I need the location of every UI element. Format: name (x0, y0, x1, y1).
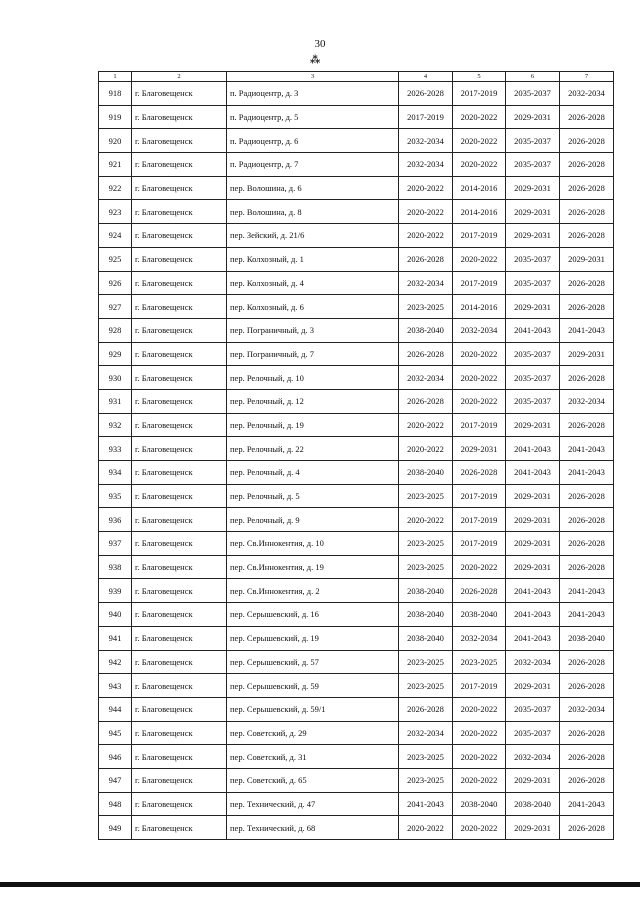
period-col5-cell: 2014-2016 (453, 176, 506, 200)
period-col4-cell: 2020-2022 (399, 200, 453, 224)
period-col7-cell: 2041-2043 (560, 437, 614, 461)
period-col7-cell: 2026-2028 (560, 674, 614, 698)
period-col7-cell: 2026-2028 (560, 129, 614, 153)
period-col7-cell: 2026-2028 (560, 176, 614, 200)
row-number: 937 (99, 532, 132, 556)
city-cell: г. Благовещенск (132, 247, 227, 271)
period-col7-cell: 2026-2028 (560, 816, 614, 840)
period-col4-cell: 2026-2028 (399, 82, 453, 106)
address-cell: пер. Зейский, д. 21/6 (227, 224, 399, 248)
period-col6-cell: 2029-2031 (506, 674, 560, 698)
table-row (99, 342, 614, 366)
city-cell: г. Благовещенск (132, 437, 227, 461)
bottom-rule (0, 882, 640, 887)
period-col5-cell: 2020-2022 (453, 129, 506, 153)
table-row (99, 745, 614, 769)
period-col5-cell: 2020-2022 (453, 555, 506, 579)
table-row (99, 413, 614, 437)
period-col7-cell: 2029-2031 (560, 247, 614, 271)
table-row (99, 224, 614, 248)
column-header: 7 (560, 72, 614, 82)
period-col4-cell: 2023-2025 (399, 768, 453, 792)
period-col7-cell: 2026-2028 (560, 532, 614, 556)
period-col5-cell: 2020-2022 (453, 153, 506, 177)
period-col6-cell: 2035-2037 (506, 697, 560, 721)
period-col4-cell: 2026-2028 (399, 697, 453, 721)
address-cell: пер. Советский, д. 29 (227, 721, 399, 745)
city-cell: г. Благовещенск (132, 697, 227, 721)
period-col5-cell: 2020-2022 (453, 105, 506, 129)
table-row (99, 697, 614, 721)
column-header: 6 (506, 72, 560, 82)
table-row (99, 555, 614, 579)
row-number: 924 (99, 224, 132, 248)
period-col6-cell: 2029-2031 (506, 200, 560, 224)
address-cell: пер. Релочный, д. 4 (227, 461, 399, 485)
table-row (99, 271, 614, 295)
period-col6-cell: 2035-2037 (506, 153, 560, 177)
table-body (99, 82, 614, 840)
period-col7-cell: 2026-2028 (560, 271, 614, 295)
period-col6-cell: 2041-2043 (506, 579, 560, 603)
table-row (99, 484, 614, 508)
period-col5-cell: 2026-2028 (453, 579, 506, 603)
column-header: 5 (453, 72, 506, 82)
table-row (99, 176, 614, 200)
period-col5-cell: 2029-2031 (453, 437, 506, 461)
row-number: 928 (99, 318, 132, 342)
period-col6-cell: 2029-2031 (506, 768, 560, 792)
period-col4-cell: 2020-2022 (399, 437, 453, 461)
period-col4-cell: 2026-2028 (399, 389, 453, 413)
table-row (99, 579, 614, 603)
period-col6-cell: 2038-2040 (506, 792, 560, 816)
period-col6-cell: 2032-2034 (506, 650, 560, 674)
row-number: 934 (99, 461, 132, 485)
row-number: 946 (99, 745, 132, 769)
row-number: 931 (99, 389, 132, 413)
table-row (99, 82, 614, 106)
address-cell: пер. Колхозный, д. 4 (227, 271, 399, 295)
column-header: 2 (132, 72, 227, 82)
address-cell: пер. Технический, д. 47 (227, 792, 399, 816)
address-cell: пер. Серышевский, д. 16 (227, 603, 399, 627)
period-col4-cell: 2017-2019 (399, 105, 453, 129)
period-col5-cell: 2017-2019 (453, 271, 506, 295)
row-number: 926 (99, 271, 132, 295)
period-col7-cell: 2026-2028 (560, 153, 614, 177)
address-cell: пер. Волошина, д. 6 (227, 176, 399, 200)
address-cell: пер. Релочный, д. 12 (227, 389, 399, 413)
period-col4-cell: 2026-2028 (399, 342, 453, 366)
period-col4-cell: 2023-2025 (399, 295, 453, 319)
period-col6-cell: 2029-2031 (506, 555, 560, 579)
period-col7-cell: 2038-2040 (560, 626, 614, 650)
row-number: 922 (99, 176, 132, 200)
city-cell: г. Благовещенск (132, 674, 227, 698)
address-cell: пер. Релочный, д. 9 (227, 508, 399, 532)
table-row (99, 153, 614, 177)
address-cell: пер. Колхозный, д. 6 (227, 295, 399, 319)
city-cell: г. Благовещенск (132, 295, 227, 319)
period-col4-cell: 2023-2025 (399, 484, 453, 508)
period-col5-cell: 2017-2019 (453, 508, 506, 532)
column-header: 1 (99, 72, 132, 82)
address-cell: п. Радиоцентр, д. 7 (227, 153, 399, 177)
city-cell: г. Благовещенск (132, 484, 227, 508)
city-cell: г. Благовещенск (132, 603, 227, 627)
period-col4-cell: 2032-2034 (399, 721, 453, 745)
period-col6-cell: 2029-2031 (506, 295, 560, 319)
city-cell: г. Благовещенск (132, 413, 227, 437)
period-col4-cell: 2026-2028 (399, 247, 453, 271)
city-cell: г. Благовещенск (132, 792, 227, 816)
period-col7-cell: 2026-2028 (560, 295, 614, 319)
period-col5-cell: 2020-2022 (453, 745, 506, 769)
row-number: 936 (99, 508, 132, 532)
period-col7-cell: 2026-2028 (560, 484, 614, 508)
row-number: 919 (99, 105, 132, 129)
period-col6-cell: 2035-2037 (506, 129, 560, 153)
period-col7-cell: 2032-2034 (560, 82, 614, 106)
row-number: 921 (99, 153, 132, 177)
table-row (99, 389, 614, 413)
table-row (99, 626, 614, 650)
table-header (99, 72, 614, 82)
row-number: 923 (99, 200, 132, 224)
city-cell: г. Благовещенск (132, 176, 227, 200)
table-row (99, 674, 614, 698)
city-cell: г. Благовещенск (132, 82, 227, 106)
table-row (99, 532, 614, 556)
table-row (99, 295, 614, 319)
register-table (98, 71, 614, 840)
period-col4-cell: 2023-2025 (399, 532, 453, 556)
period-col5-cell: 2017-2019 (453, 532, 506, 556)
city-cell: г. Благовещенск (132, 153, 227, 177)
row-number: 939 (99, 579, 132, 603)
period-col4-cell: 2032-2034 (399, 366, 453, 390)
period-col4-cell: 2020-2022 (399, 176, 453, 200)
period-col7-cell: 2026-2028 (560, 224, 614, 248)
address-cell: пер. Св.Иннокентия, д. 10 (227, 532, 399, 556)
period-col7-cell: 2032-2034 (560, 697, 614, 721)
period-col6-cell: 2035-2037 (506, 271, 560, 295)
period-col6-cell: 2029-2031 (506, 484, 560, 508)
row-number: 941 (99, 626, 132, 650)
period-col6-cell: 2029-2031 (506, 176, 560, 200)
city-cell: г. Благовещенск (132, 105, 227, 129)
row-number: 918 (99, 82, 132, 106)
table-row (99, 129, 614, 153)
row-number: 930 (99, 366, 132, 390)
address-cell: пер. Серышевский, д. 19 (227, 626, 399, 650)
city-cell: г. Благовещенск (132, 626, 227, 650)
period-col7-cell: 2026-2028 (560, 555, 614, 579)
city-cell: г. Благовещенск (132, 271, 227, 295)
period-col4-cell: 2032-2034 (399, 271, 453, 295)
period-col7-cell: 2032-2034 (560, 389, 614, 413)
period-col5-cell: 2020-2022 (453, 247, 506, 271)
period-col7-cell: 2026-2028 (560, 650, 614, 674)
period-col5-cell: 2017-2019 (453, 413, 506, 437)
period-col6-cell: 2029-2031 (506, 508, 560, 532)
period-col5-cell: 2017-2019 (453, 484, 506, 508)
period-col5-cell: 2017-2019 (453, 674, 506, 698)
period-col5-cell: 2026-2028 (453, 461, 506, 485)
table-row (99, 461, 614, 485)
period-col6-cell: 2035-2037 (506, 82, 560, 106)
column-header: 3 (227, 72, 399, 82)
period-col6-cell: 2029-2031 (506, 224, 560, 248)
address-cell: пер. Релочный, д. 5 (227, 484, 399, 508)
header-row (99, 72, 614, 82)
address-cell: пер. Релочный, д. 19 (227, 413, 399, 437)
city-cell: г. Благовещенск (132, 461, 227, 485)
row-number: 925 (99, 247, 132, 271)
row-number: 932 (99, 413, 132, 437)
table-row (99, 318, 614, 342)
period-col4-cell: 2038-2040 (399, 603, 453, 627)
period-col5-cell: 2020-2022 (453, 768, 506, 792)
page-number: 30 (314, 38, 326, 50)
period-col4-cell: 2020-2022 (399, 224, 453, 248)
city-cell: г. Благовещенск (132, 721, 227, 745)
address-cell: пер. Технический, д. 68 (227, 816, 399, 840)
city-cell: г. Благовещенск (132, 342, 227, 366)
city-cell: г. Благовещенск (132, 508, 227, 532)
row-number: 948 (99, 792, 132, 816)
period-col5-cell: 2032-2034 (453, 318, 506, 342)
period-col5-cell: 2020-2022 (453, 816, 506, 840)
period-col7-cell: 2029-2031 (560, 342, 614, 366)
table-row (99, 508, 614, 532)
period-col6-cell: 2041-2043 (506, 318, 560, 342)
row-number: 927 (99, 295, 132, 319)
table-row (99, 247, 614, 271)
period-col7-cell: 2041-2043 (560, 579, 614, 603)
address-cell: пер. Советский, д. 31 (227, 745, 399, 769)
row-number: 938 (99, 555, 132, 579)
period-col6-cell: 2029-2031 (506, 105, 560, 129)
period-col4-cell: 2038-2040 (399, 461, 453, 485)
city-cell: г. Благовещенск (132, 768, 227, 792)
row-number: 945 (99, 721, 132, 745)
period-col5-cell: 2032-2034 (453, 626, 506, 650)
city-cell: г. Благовещенск (132, 745, 227, 769)
table-row (99, 366, 614, 390)
period-col7-cell: 2026-2028 (560, 768, 614, 792)
table-row (99, 792, 614, 816)
period-col6-cell: 2035-2037 (506, 721, 560, 745)
period-col6-cell: 2029-2031 (506, 816, 560, 840)
period-col6-cell: 2041-2043 (506, 437, 560, 461)
period-col7-cell: 2026-2028 (560, 508, 614, 532)
period-col7-cell: 2041-2043 (560, 318, 614, 342)
address-cell: п. Радиоцентр, д. 3 (227, 82, 399, 106)
address-cell: п. Радиоцентр, д. 6 (227, 129, 399, 153)
city-cell: г. Благовещенск (132, 129, 227, 153)
period-col6-cell: 2035-2037 (506, 342, 560, 366)
city-cell: г. Благовещенск (132, 532, 227, 556)
period-col5-cell: 2020-2022 (453, 697, 506, 721)
row-number: 929 (99, 342, 132, 366)
period-col7-cell: 2026-2028 (560, 366, 614, 390)
period-col6-cell: 2035-2037 (506, 366, 560, 390)
address-cell: пер. Релочный, д. 22 (227, 437, 399, 461)
period-col7-cell: 2041-2043 (560, 792, 614, 816)
row-number: 942 (99, 650, 132, 674)
row-number: 940 (99, 603, 132, 627)
period-col5-cell: 2023-2025 (453, 650, 506, 674)
table-row (99, 437, 614, 461)
row-number: 944 (99, 697, 132, 721)
period-col5-cell: 2014-2016 (453, 295, 506, 319)
period-col6-cell: 2035-2037 (506, 247, 560, 271)
period-col4-cell: 2038-2040 (399, 318, 453, 342)
period-col5-cell: 2020-2022 (453, 389, 506, 413)
city-cell: г. Благовещенск (132, 816, 227, 840)
period-col7-cell: 2026-2028 (560, 105, 614, 129)
city-cell: г. Благовещенск (132, 389, 227, 413)
table-row (99, 816, 614, 840)
address-cell: пер. Серышевский, д. 59 (227, 674, 399, 698)
period-col5-cell: 2020-2022 (453, 342, 506, 366)
period-col7-cell: 2026-2028 (560, 413, 614, 437)
address-cell: пер. Пограничный, д. 3 (227, 318, 399, 342)
row-number: 935 (99, 484, 132, 508)
period-col5-cell: 2038-2040 (453, 792, 506, 816)
table-row (99, 603, 614, 627)
period-col4-cell: 2020-2022 (399, 508, 453, 532)
table-row (99, 721, 614, 745)
city-cell: г. Благовещенск (132, 650, 227, 674)
period-col6-cell: 2029-2031 (506, 413, 560, 437)
period-col5-cell: 2038-2040 (453, 603, 506, 627)
period-col6-cell: 2035-2037 (506, 389, 560, 413)
period-col7-cell: 2026-2028 (560, 745, 614, 769)
city-cell: г. Благовещенск (132, 318, 227, 342)
table-row (99, 768, 614, 792)
city-cell: г. Благовещенск (132, 200, 227, 224)
period-col7-cell: 2026-2028 (560, 721, 614, 745)
period-col6-cell: 2041-2043 (506, 603, 560, 627)
address-cell: пер. Релочный, д. 10 (227, 366, 399, 390)
period-col6-cell: 2041-2043 (506, 626, 560, 650)
address-cell: п. Радиоцентр, д. 5 (227, 105, 399, 129)
address-cell: пер. Серышевский, д. 57 (227, 650, 399, 674)
period-col4-cell: 2038-2040 (399, 626, 453, 650)
period-col6-cell: 2029-2031 (506, 532, 560, 556)
address-cell: пер. Пограничный, д. 7 (227, 342, 399, 366)
address-cell: пер. Св.Иннокентия, д. 19 (227, 555, 399, 579)
address-cell: пер. Св.Иннокентия, д. 2 (227, 579, 399, 603)
table-row (99, 650, 614, 674)
city-cell: г. Благовещенск (132, 555, 227, 579)
period-col6-cell: 2032-2034 (506, 745, 560, 769)
address-cell: пер. Серышевский, д. 59/1 (227, 697, 399, 721)
period-col5-cell: 2017-2019 (453, 82, 506, 106)
table-row (99, 105, 614, 129)
address-cell: пер. Волошина, д. 8 (227, 200, 399, 224)
period-col4-cell: 2020-2022 (399, 413, 453, 437)
city-cell: г. Благовещенск (132, 224, 227, 248)
period-col6-cell: 2041-2043 (506, 461, 560, 485)
period-col5-cell: 2020-2022 (453, 366, 506, 390)
city-cell: г. Благовещенск (132, 579, 227, 603)
row-number: 949 (99, 816, 132, 840)
period-col7-cell: 2041-2043 (560, 461, 614, 485)
period-col5-cell: 2014-2016 (453, 200, 506, 224)
column-header: 4 (399, 72, 453, 82)
period-col4-cell: 2023-2025 (399, 674, 453, 698)
city-cell: г. Благовещенск (132, 366, 227, 390)
period-col5-cell: 2017-2019 (453, 224, 506, 248)
period-col4-cell: 2020-2022 (399, 816, 453, 840)
table-row (99, 200, 614, 224)
row-number: 947 (99, 768, 132, 792)
header-mark: ⁂ (310, 55, 321, 66)
address-cell: пер. Советский, д. 65 (227, 768, 399, 792)
period-col4-cell: 2032-2034 (399, 129, 453, 153)
period-col5-cell: 2020-2022 (453, 721, 506, 745)
period-col7-cell: 2026-2028 (560, 200, 614, 224)
period-col4-cell: 2023-2025 (399, 650, 453, 674)
row-number: 920 (99, 129, 132, 153)
address-cell: пер. Колхозный, д. 1 (227, 247, 399, 271)
period-col4-cell: 2032-2034 (399, 153, 453, 177)
period-col7-cell: 2041-2043 (560, 603, 614, 627)
row-number: 943 (99, 674, 132, 698)
period-col4-cell: 2023-2025 (399, 745, 453, 769)
row-number: 933 (99, 437, 132, 461)
period-col4-cell: 2023-2025 (399, 555, 453, 579)
period-col4-cell: 2041-2043 (399, 792, 453, 816)
period-col4-cell: 2038-2040 (399, 579, 453, 603)
